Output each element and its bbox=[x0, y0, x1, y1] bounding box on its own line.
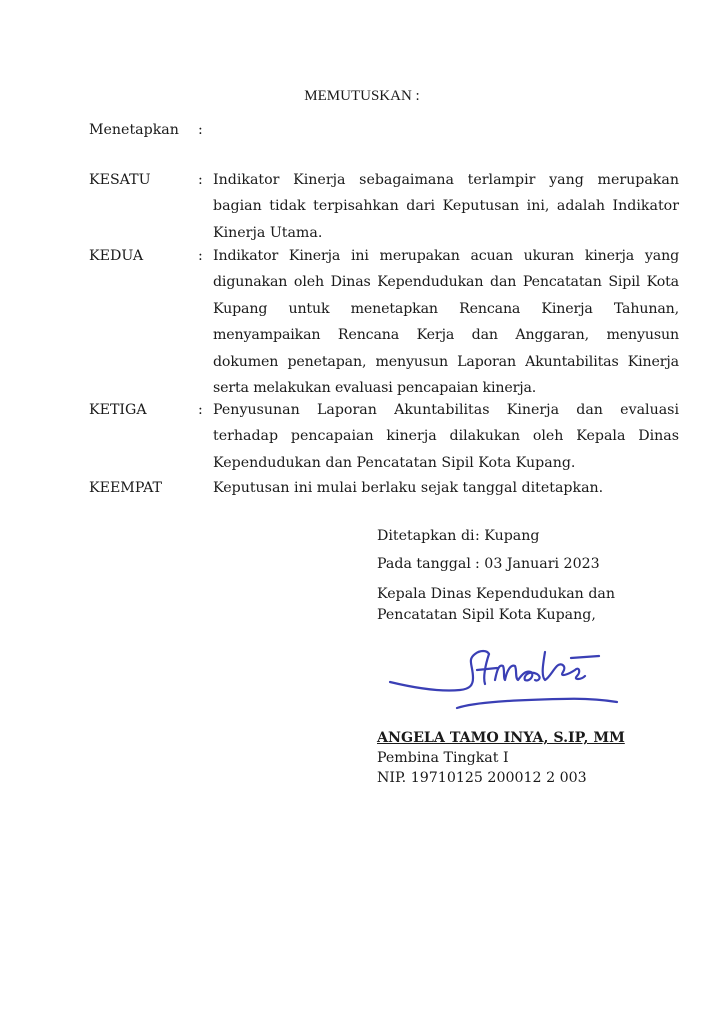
signer-name: ANGELA TAMO INYA, S.IP, MM bbox=[377, 730, 625, 746]
enactment-date bbox=[377, 554, 600, 574]
enactment-place-value: : Kupang bbox=[475, 528, 540, 544]
decision-heading: MEMUTUSKAN : bbox=[304, 88, 420, 104]
clause-label: KETIGA bbox=[89, 402, 147, 418]
clause-colon: : bbox=[198, 248, 203, 264]
clause-text: Indikator Kinerja ini merupakan acuan ukuran kinerja yang digunakan oleh Dinas Kependudukan dan Pencatatan Sipil Kota Kupang untuk menetapkan Rencana Kinerja Tahunan, menyampaikan Rencana Kerja dan Anggaran, menyusun dokumen penetapan, menyusun Laporan Akuntabilitas Kinerja serta melakukan evaluasi pencapaian kinerja. bbox=[213, 248, 679, 397]
clause-label: KESATU bbox=[89, 172, 151, 188]
clause-text: Indikator Kinerja sebagaimana terlampir yang merupakan bagian tidak terpisahkan dari Keputusan ini, adalah Indikator Kinerja Utama. bbox=[213, 172, 679, 241]
signer-rank: Pembina Tingkat I bbox=[377, 750, 509, 766]
signature-stroke-lower-left bbox=[390, 651, 489, 691]
office-title-line1: Kepala Dinas Kependudukan dan bbox=[377, 586, 616, 602]
menetapkan-label: Menetapkan bbox=[89, 122, 179, 138]
signer-nip: NIP. 19710125 200012 2 003 bbox=[377, 770, 587, 786]
clause-label: KEDUA bbox=[89, 248, 144, 264]
handwritten-signature bbox=[385, 640, 625, 715]
clause-text: Penyusunan Laporan Akuntabilitas Kinerja dan evaluasi terhadap pencapaian kinerja dilakukan oleh Kepala Dinas Kependudukan dan Pencatatan Sipil Kota Kupang. bbox=[213, 402, 679, 471]
menetapkan-colon: : bbox=[198, 122, 203, 138]
enactment-place bbox=[377, 526, 539, 546]
clause-text: Keputusan ini mulai berlaku sejak tanggal ditetapkan. bbox=[213, 480, 604, 496]
enactment-date-label: Pada tanggal bbox=[377, 556, 471, 572]
office-title-line2: Pencatatan Sipil Kota Kupang, bbox=[377, 607, 596, 623]
clause-colon: : bbox=[198, 402, 203, 418]
clause-colon: : bbox=[198, 172, 203, 188]
signature-stroke-underline bbox=[457, 699, 617, 708]
signature-stroke-letters bbox=[477, 652, 599, 684]
enactment-place-label: Ditetapkan di bbox=[377, 528, 475, 544]
clause-label: KEEMPAT bbox=[89, 480, 163, 496]
enactment-date-value: : 03 Januari 2023 bbox=[475, 556, 600, 572]
